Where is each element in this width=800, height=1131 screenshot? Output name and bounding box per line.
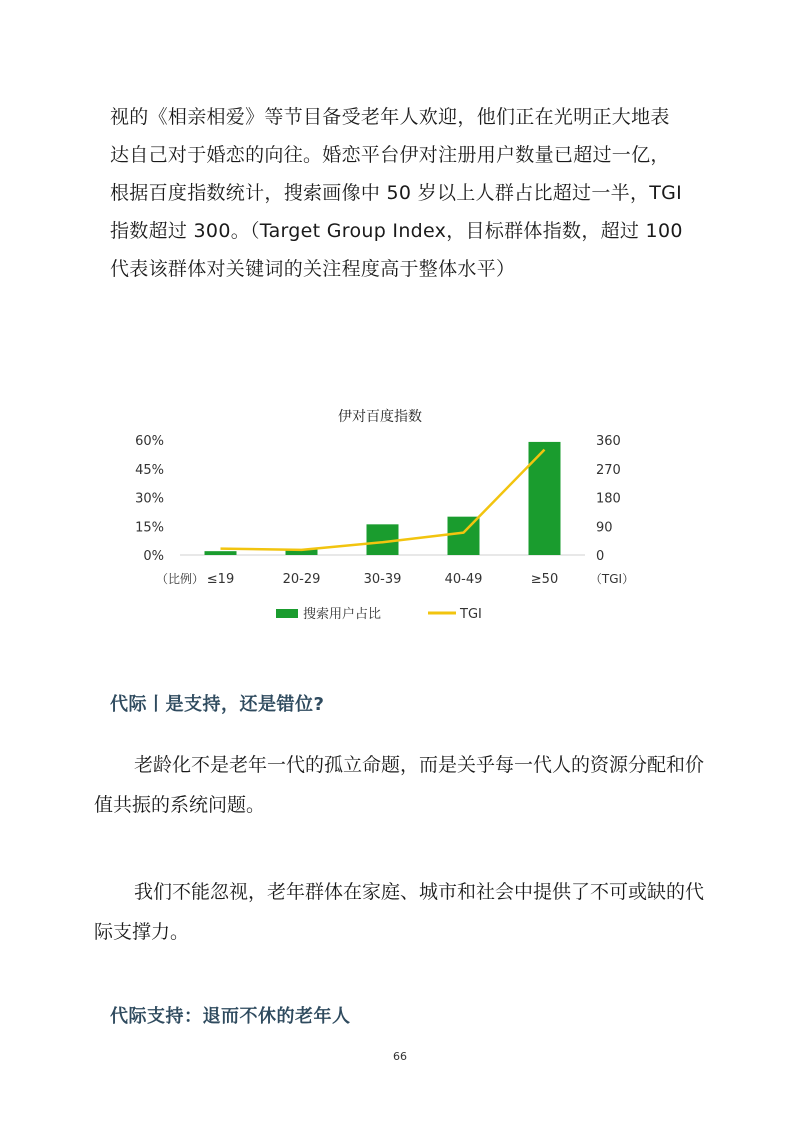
legend-swatch-bar bbox=[276, 609, 298, 618]
y-left-tick-label: 45% bbox=[135, 462, 164, 478]
section-heading-intergenerational: 代际丨是支持，还是错位? bbox=[110, 694, 325, 715]
legend-label-line: TGI bbox=[460, 607, 482, 622]
intro-line: 根据百度指数统计，搜索画像中 50 岁以上人群占比超过一半，TGI bbox=[110, 182, 683, 204]
chart-title: 伊对百度指数 bbox=[338, 409, 422, 425]
y-right-unit-label: （TGI） bbox=[589, 572, 635, 586]
section1-body bbox=[94, 745, 704, 825]
bar-≤19 bbox=[205, 551, 237, 555]
y-left-unit-label: （比例） bbox=[155, 572, 205, 586]
intro-line: 指数超过 300。（Target Group Index，目标群体指数，超过 100 bbox=[110, 220, 683, 242]
x-tick-label: 40-49 bbox=[444, 572, 483, 587]
intro-line: 视的《相亲相爱》等节目备受老年人欢迎，他们正在光明正大地表 bbox=[110, 106, 670, 128]
bar-≥50 bbox=[529, 442, 561, 555]
body-paragraph: 我们不能忽视，老年群体在家庭、城市和社会中提供了不可或缺的代际支撑力。 bbox=[94, 881, 705, 943]
body-paragraph: 老龄化不是老年一代的孤立命题，而是关乎每一代人的资源分配和价值共振的系统问题。 bbox=[94, 754, 705, 816]
x-tick-label: ≥50 bbox=[530, 572, 559, 587]
y-left-tick-label: 30% bbox=[135, 491, 164, 507]
y-right-tick-label: 270 bbox=[596, 462, 621, 478]
intro-line: 达自己对于婚恋的向往。婚恋平台伊对注册用户数量已超过一亿， bbox=[110, 144, 670, 166]
legend-label-bar: 搜索用户占比 bbox=[303, 607, 382, 622]
x-tick-label: 30-39 bbox=[363, 572, 402, 587]
x-tick-label: ≤19 bbox=[206, 572, 235, 587]
yidui-baidu-index-chart bbox=[130, 395, 690, 640]
y-right-tick-label: 90 bbox=[596, 520, 613, 536]
section-heading-retired-elderly: 代际支持：退而不休的老年人 bbox=[110, 1006, 351, 1027]
page-number: 66 bbox=[393, 1050, 407, 1063]
y-left-tick-label: 60% bbox=[135, 434, 164, 449]
y-left-tick-label: 15% bbox=[135, 520, 164, 536]
intro-line: 代表该群体对关键词的关注程度高于整体水平） bbox=[110, 258, 516, 280]
chart-legend bbox=[276, 606, 482, 622]
y-right-tick-label: 0 bbox=[596, 549, 605, 564]
y-left-tick-label: 0% bbox=[143, 549, 164, 564]
y-right-tick-label: 180 bbox=[596, 491, 621, 507]
x-tick-label: 20-29 bbox=[282, 572, 321, 587]
y-right-tick-label: 360 bbox=[596, 434, 621, 449]
intro-paragraph bbox=[110, 98, 700, 288]
section1-body-2 bbox=[94, 872, 704, 952]
